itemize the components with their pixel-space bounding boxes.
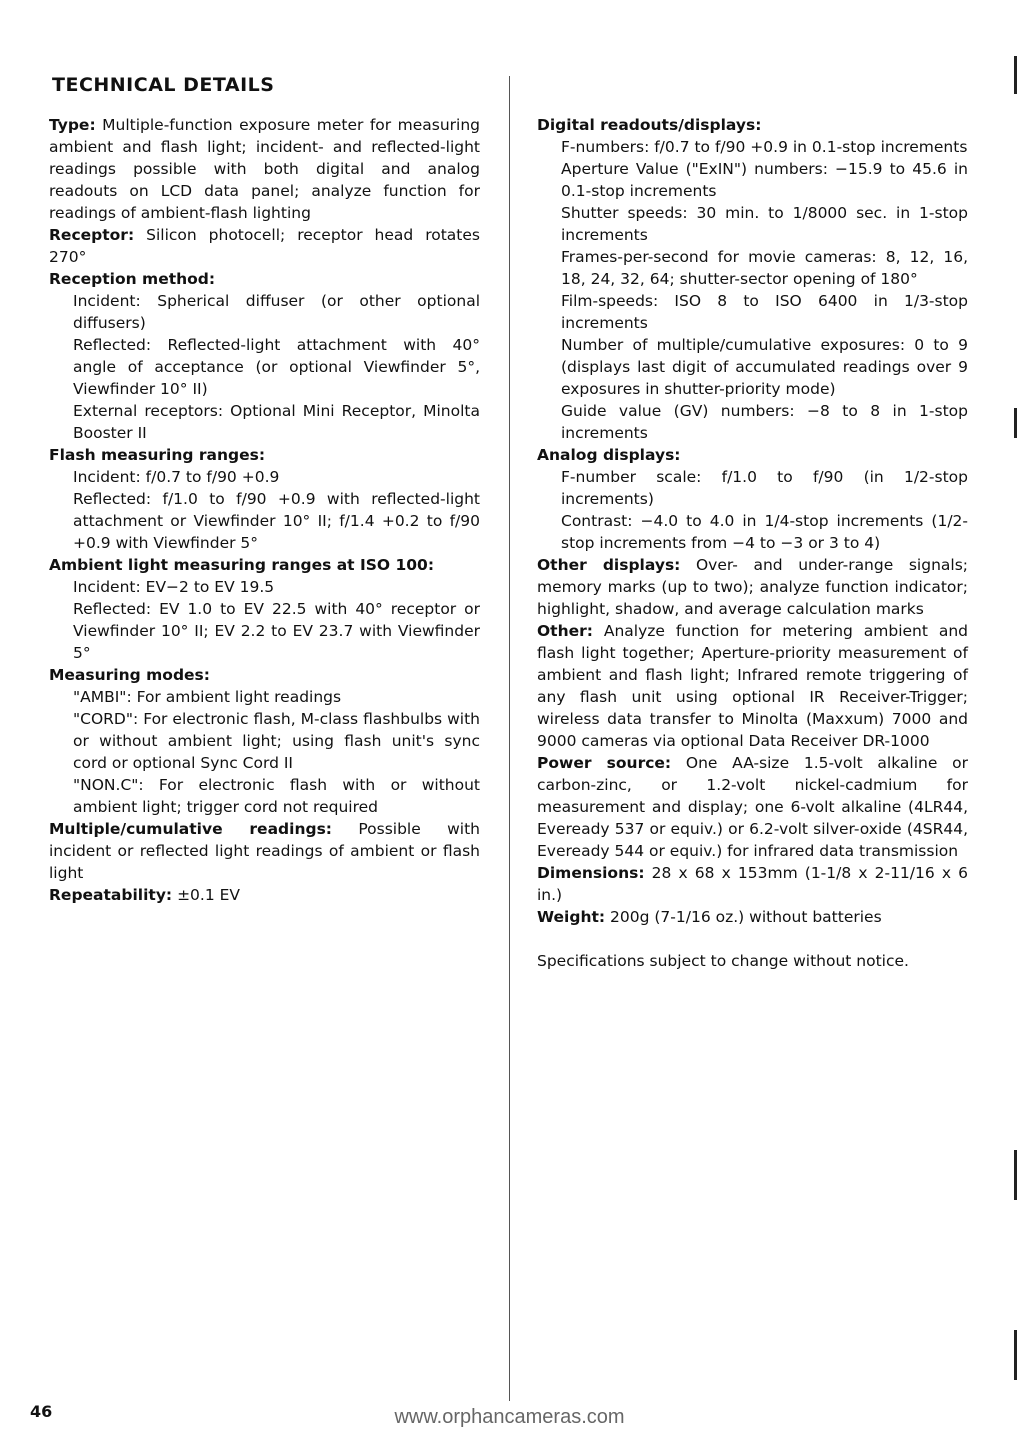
page-number: 46: [30, 1402, 53, 1421]
spec-mode-cord: "CORD": For electronic flash, M-class flashbulbs with or without ambient light; using flash unit's sync cord or optional Sync Cord II: [73, 710, 480, 772]
spec-receptor: Receptor: Silicon photocell; receptor head rotates 270°: [49, 226, 480, 266]
spec-dimensions: Dimensions: 28 x 68 x 153mm (1-1/8 x 2-11/16 x 6 in.): [537, 864, 968, 904]
spec-mode-nonc: "NON.C": For electronic flash with or without ambient light; trigger cord not required: [73, 776, 480, 816]
spec-reception-heading: Reception method:: [49, 270, 216, 288]
spec-digital-guide: Guide value (GV) numbers: −8 to 8 in 1-stop increments: [561, 402, 968, 442]
right-column: [537, 114, 968, 972]
spec-flash-reflected: Reflected: f/1.0 to f/90 +0.9 with reflected-light attachment or Viewfinder 10° II; f/1.4 +0.2 to f/90 +0.9 with Viewfinder 5°: [73, 490, 480, 552]
spec-repeatability: Repeatability: ±0.1 EV: [49, 886, 241, 904]
spec-flash-incident: Incident: f/0.7 to f/90 +0.9: [73, 468, 280, 486]
left-column: [49, 114, 480, 906]
spec-digital-heading: Digital readouts/displays:: [537, 116, 762, 134]
spec-digital-shutter: Shutter speeds: 30 min. to 1/8000 sec. in 1-stop increments: [561, 204, 968, 244]
spec-ambient-incident: Incident: EV−2 to EV 19.5: [73, 578, 275, 596]
spec-digital-fnumbers: F-numbers: f/0.7 to f/90 +0.9 in 0.1-stop increments: [561, 138, 968, 156]
spec-ambient-reflected: Reflected: EV 1.0 to EV 22.5 with 40° receptor or Viewfinder 10° II; EV 2.2 to EV 23.7 with Viewfinder 5°: [73, 600, 480, 662]
spec-note: Specifications subject to change without notice.: [537, 952, 909, 970]
spec-ambient-heading: Ambient light measuring ranges at ISO 100:: [49, 556, 435, 574]
spec-type: Type: Multiple-function exposure meter for measuring ambient and flash light; incident- and reflected-light readings possible with both digital and analog readouts on LCD data panel; analyze function for readings of ambient-flash lighting: [49, 116, 480, 222]
spec-power: Power source: One AA-size 1.5-volt alkaline or carbon-zinc, or 1.2-volt nickel-cadmium for measurement and display; one 6-volt alkaline (4LR44, Eveready 537 or equiv.) or 6.2-volt silver-oxide (4SR44, Eveready 544 or equiv.) for infrared data transmission: [537, 754, 968, 860]
spec-reception-reflected: Reflected: Reflected-light attachment with 40° angle of acceptance (or optional Viewfinder 5°, Viewfinder 10° II): [73, 336, 480, 398]
spec-digital-number: Number of multiple/cumulative exposures: 0 to 9 (displays last digit of accumulated readings over 9 exposures in shutter-priority mode): [561, 336, 968, 398]
website-footer: www.orphancameras.com: [394, 1406, 625, 1428]
spec-digital-film: Film-speeds: ISO 8 to ISO 6400 in 1/3-stop increments: [561, 292, 968, 332]
spec-other: Other: Analyze function for metering ambient and flash light together; Aperture-priority measurement of ambient and flash light; Infrared remote triggering of any flash unit using optional IR Receiver-Trigger; wireless data transfer to Minolta (Maxxum) 7000 and 9000 cameras via optional Data Receiver DR-1000: [537, 622, 968, 750]
spec-digital-aperture: Aperture Value ("ExIN") numbers: −15.9 to 45.6 in 0.1-stop increments: [561, 160, 968, 200]
spec-multiple: Multiple/cumulative readings: Possible with incident or reflected light readings of ambient or flash light: [49, 820, 480, 882]
spec-digital-frames: Frames-per-second for movie cameras: 8, 12, 16, 18, 24, 32, 64; shutter-sector opening of 180°: [561, 248, 968, 288]
scan-edge-mark: [1014, 56, 1017, 94]
spec-modes-heading: Measuring modes:: [49, 666, 210, 684]
spec-reception-incident: Incident: Spherical diffuser (or other optional diffusers): [73, 292, 480, 332]
spec-flash-heading: Flash measuring ranges:: [49, 446, 266, 464]
spec-other-displays: Other displays: Over- and under-range signals; memory marks (up to two); analyze function indicator; highlight, shadow, and average calculation marks: [537, 556, 968, 618]
scan-edge-mark: [1014, 408, 1017, 438]
spec-analog-heading: Analog displays:: [537, 446, 681, 464]
spec-weight: Weight: 200g (7-1/16 oz.) without batteries: [537, 908, 882, 926]
column-divider: [509, 76, 510, 1401]
spec-mode-ambi: "AMBI": For ambient light readings: [73, 688, 342, 706]
spec-analog-fscale: F-number scale: f/1.0 to f/90 (in 1/2-stop increments): [561, 468, 968, 508]
scan-edge-mark: [1014, 1330, 1017, 1380]
page-title: TECHNICAL DETAILS: [52, 74, 275, 96]
spec-analog-contrast: Contrast: −4.0 to 4.0 in 1/4-stop increments (1/2-stop increments from −4 to −3 or 3 to 4): [561, 512, 968, 552]
scan-edge-mark: [1014, 1150, 1017, 1200]
spec-reception-external: External receptors: Optional Mini Receptor, Minolta Booster II: [73, 402, 480, 442]
